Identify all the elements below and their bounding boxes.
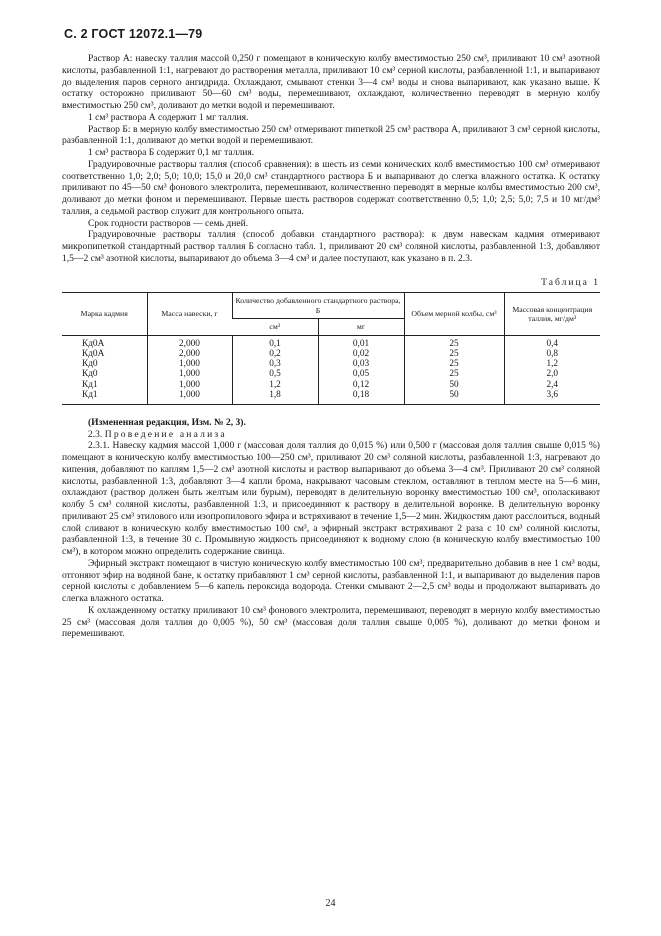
table-cell: 0,05 bbox=[318, 369, 404, 379]
table-cell: 0,4 bbox=[504, 335, 600, 349]
table-cell: 50 bbox=[404, 380, 504, 390]
table-cell: 2,000 bbox=[147, 349, 232, 359]
paragraph-solution-a: Раствор А: навеску таллия массой 0,250 г помещают в коническую колбу вместимостью 250 см³, приливают 10 см³ азотной кислоты, разбавленной 1:1, нагревают до растворения металла, приливают 10 см³ серной кислоты, разбавленной 1:1, и выпаривают до выделения паров серного ангидрида. Охлаждают, смывают стенки 3—4 см³ воды и снова выпаривают, как указано выше. К остатку осторожно приливают 50—60 см³ воды, перемешивают, охлаждают, количественно переводят в мерную колбу вместимостью 250 см³, доливают до метки водой и перемешивают. bbox=[62, 53, 600, 111]
table-row bbox=[62, 369, 600, 379]
paragraph-solution-a-content: 1 см³ раствора А содержит 1 мг таллия. bbox=[88, 111, 249, 123]
table-cell: 0,02 bbox=[318, 349, 404, 359]
table-cell: 25 bbox=[404, 359, 504, 369]
table-cell: 0,2 bbox=[232, 349, 318, 359]
table-row bbox=[62, 335, 600, 349]
table-row bbox=[62, 380, 600, 390]
table-cell: 2,4 bbox=[504, 380, 600, 390]
table-cell: 0,8 bbox=[504, 349, 600, 359]
table-row bbox=[62, 390, 600, 405]
page-content bbox=[62, 53, 600, 640]
table-cell: Кд0А bbox=[82, 348, 105, 359]
table-cell: 1,000 bbox=[147, 369, 232, 379]
table-cell: 25 bbox=[404, 349, 504, 359]
paragraph-calibration-comparison: Градуировочные растворы таллия (способ сравнения): в шесть из семи конических колб вместимостью 100 см³ отмеривают соответственно 1,0; 2,0; 5,0; 10,0; 15,0 и 20,0 см³ стандартного раствора Б и выпаривают до слегка влажного остатка. К остатку приливают по 45—50 см³ фонового электролита, перемешивают, количественно переводят в мерные колбы вместимостью 200 см³, доливают до метки фоном и перемешивают. Первые шесть растворов содержат соответственно 0,5; 1,0; 2,5; 5,0; 7,5 и 10 мг/дм³ таллия, а седьмой раствор служит для контрольного опыта. bbox=[62, 158, 600, 217]
paragraph-solution-b-content: 1 см³ раствора Б содержит 0,1 мг таллия. bbox=[88, 147, 255, 158]
table-row bbox=[62, 349, 600, 359]
table-cell: 1,000 bbox=[147, 359, 232, 369]
header-grade: Марка кадмия bbox=[62, 293, 147, 336]
table-cell: 1,000 bbox=[147, 390, 232, 405]
table-cell: 0,03 bbox=[318, 359, 404, 369]
table-cell: 0,01 bbox=[318, 335, 404, 349]
header-mg: мг bbox=[318, 319, 404, 336]
section-heading bbox=[62, 429, 600, 441]
table-row bbox=[62, 359, 600, 369]
table-1 bbox=[62, 292, 600, 405]
paragraph-ether-extract: Эфирный экстракт помещают в чистую коническую колбу вместимостью 100 см³, предварительно добавив в нее 1 см³ воды, отгоняют эфир на водяной бане, к остатку прибавляют 1 см³ серной кислоты, разбавленной 1:1, и выпаривают до выделения паров серной кислоты с добавлением 5—6 капель пероксида водорода. Стенки смывают 2—2,5 см³ воды и продолжают выпаривать до слегка влажного остатка. bbox=[62, 557, 600, 605]
header-added: Количество добавленного стандартного раствора, Б bbox=[232, 293, 404, 319]
paragraph-2-3-1: 2.3.1. Навеску кадмия массой 1,000 г (массовая доля таллия до 0,015 %) или 0,500 г (массовая доля таллия свыше 0,015 %) помещают в коническую колбу вместимостью 100—250 см³, приливают 20 см³ соляной кислоты, разбавленной 1:3, нагревают до кипения, добавляют по каплям 1,5—2 см³ азотной кислоты и раствор выпаривают до объема 3—4 см³. Приливают 20 см³ соляной кислоты, разбавленной 1:3, добавляют 3—4 капли брома, накрывают часовым стеклом, оставляют в теплом месте на 5—6 мин, охлаждают (раствор должен быть желтым или бурым), переводят в делительную воронку вместимостью 100 см³, ополаскивают колбу 5 см³ соляной кислоты, разбавленной 1:3, и присоединяют к раствору в делительной воронке. В делительную воронку приливают 25 см³ этилового или изопропилового эфира и встряхивают в течение 1,5—2 мин. Жидкостям дают расслоиться, водный слой сливают в коническую колбу вместимостью 100 см³, а эфирный экстракт встряхивают 2 раза с 10 см³ соляной кислоты, разбавленной 1:3, в течение 30 с. Промывную жидкость присоединяют к водному слою (в коническую колбу вместимостью 100 см³), в котором можно определить содержание свинца. bbox=[62, 440, 600, 558]
table-cell: 0,12 bbox=[318, 380, 404, 390]
paragraph-shelf-life: Срок годности растворов — семь дней. bbox=[88, 217, 249, 229]
table-cell: 50 bbox=[404, 390, 504, 405]
table-cell: 0,5 bbox=[232, 369, 318, 379]
edition-note: (Измененная редакция, Изм. № 2, 3). bbox=[88, 416, 246, 428]
header-mass: Масса навески, г bbox=[147, 293, 232, 336]
table-cell: 1,000 bbox=[147, 380, 232, 390]
table-cell: Кд0А bbox=[82, 338, 105, 349]
header-cm3: см³ bbox=[232, 319, 318, 336]
table-cell: Кд1 bbox=[82, 379, 98, 390]
table-cell: 0,1 bbox=[232, 335, 318, 349]
table-cell: 0,3 bbox=[232, 359, 318, 369]
table-cell: Кд1 bbox=[62, 390, 147, 405]
table-cell: 3,6 bbox=[504, 390, 600, 405]
table-cell: 0,18 bbox=[318, 390, 404, 405]
table-caption: Таблица 1 bbox=[541, 276, 600, 288]
paragraph-cooled-residue: К охлажденному остатку приливают 10 см³ фонового электролита, перемешивают, переводят в мерную колбу вместимостью 25 см³ (массовая доля таллия до 0,005 %), 50 см³ (массовая доля таллия свыше 0,005 %), доливают до метки фоном и перемешивают. bbox=[62, 604, 600, 640]
table-cell: 2,000 bbox=[147, 335, 232, 349]
table-cell: 25 bbox=[404, 369, 504, 379]
header-volume: Объем мерной колбы, см³ bbox=[404, 293, 504, 336]
paragraph-calibration-addition: Градуировочные растворы таллия (способ добавки стандартного раствора): к двум навескам кадмия отмеривают микропипеткой стандартный раствор таллия Б согласно табл. 1, приливают 20 см³ соляной кислоты, разбавленной 1:3, добавляют 1,5—2 см³ азотной кислоты, выпаривают до объема 3—4 см³ и далее поступают, как указано в п. 2.3. bbox=[62, 229, 600, 264]
header-concentration: Массовая концентрация таллия, мг/дм³ bbox=[504, 293, 600, 336]
page-number: 24 bbox=[325, 898, 336, 909]
table-cell: Кд0 bbox=[82, 359, 98, 370]
table-cell: 1,2 bbox=[232, 380, 318, 390]
table-cell: 2,0 bbox=[504, 369, 600, 379]
table-cell: Кд0 bbox=[82, 369, 98, 380]
table-cell: 25 bbox=[404, 335, 504, 349]
section-title: Проведение анализа bbox=[104, 428, 227, 440]
section-number: 2.3. bbox=[88, 428, 103, 440]
table-cell: 1,2 bbox=[504, 359, 600, 369]
table-cell: 1,8 bbox=[232, 390, 318, 405]
page-header: С. 2 ГОСТ 12072.1—79 bbox=[64, 27, 203, 41]
paragraph-solution-b: Раствор Б: в мерную колбу вместимостью 250 см³ отмеривают пипеткой 25 см³ раствора А, приливают 3 см³ серной кислоты, разбавленной 1:1, доливают до метки водой и перемешивают. bbox=[62, 123, 600, 147]
